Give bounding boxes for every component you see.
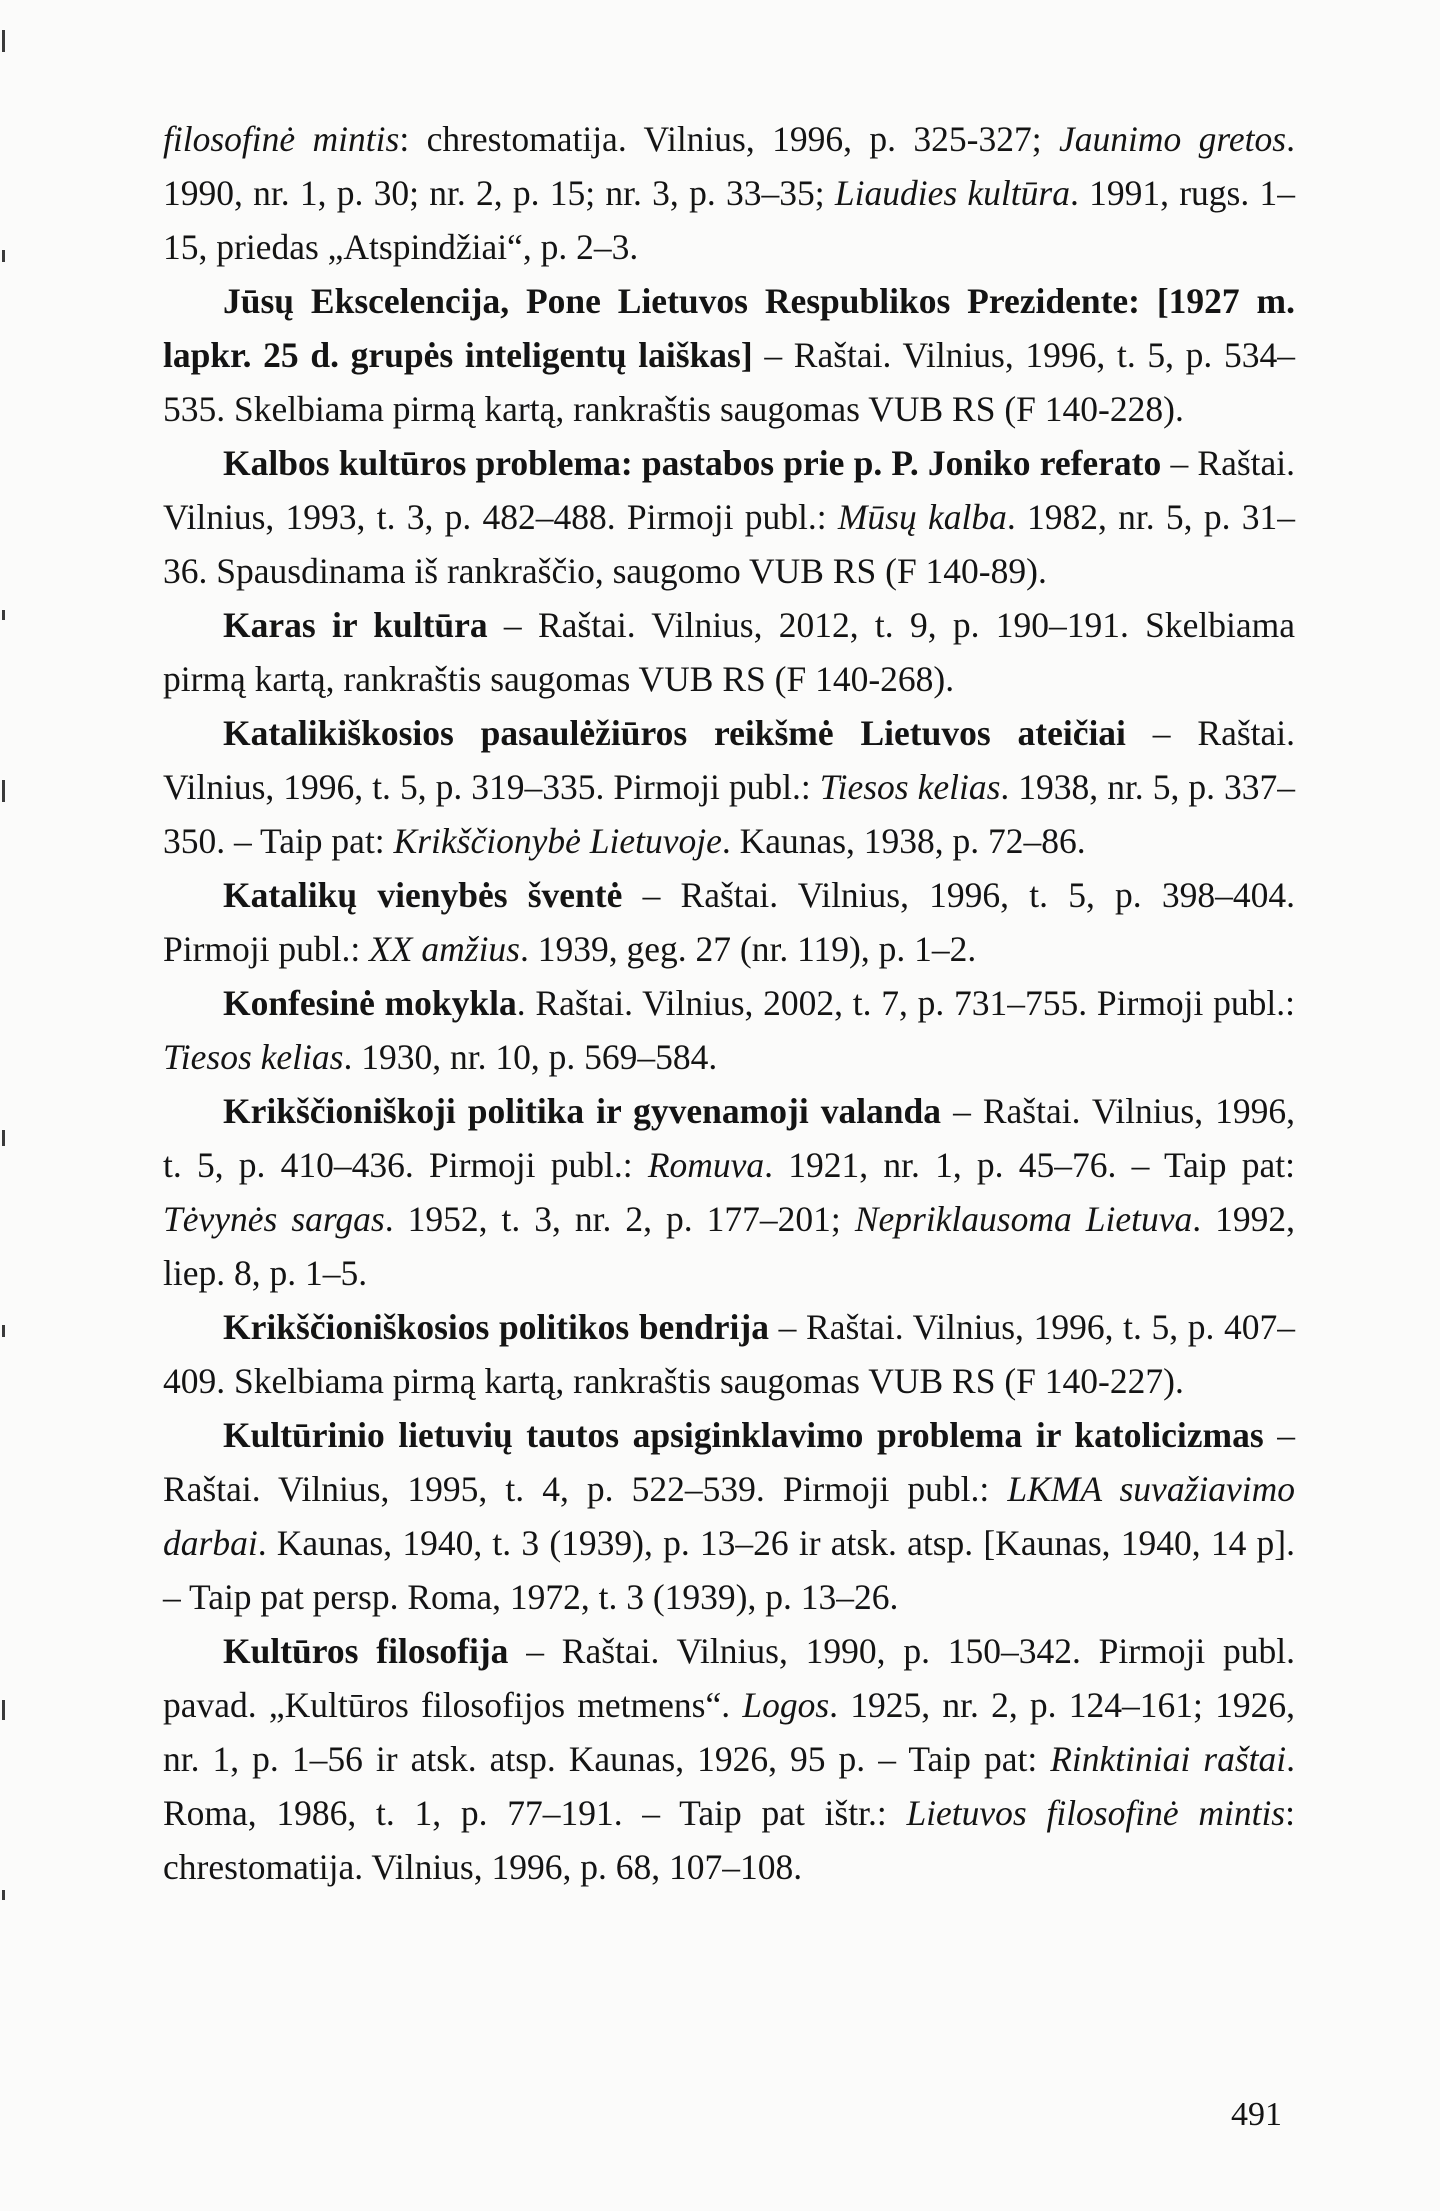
scan-margin-mark: [2, 1130, 5, 1146]
entry-text: . 1939, geg. 27 (nr. 119), p. 1–2.: [520, 929, 977, 969]
bibliography-entry: [163, 976, 1295, 1084]
entry-text: . Raštai. Vilnius, 2002, t. 7, p. 731–755. Pirmoji publ.:: [516, 983, 1296, 1023]
bibliography-entry: [163, 1084, 1295, 1300]
entry-text: . 1991, rugs. 1–15, priedas „Atspindžiai“, p. 2–3.: [163, 173, 1296, 267]
entry-text: – Raštai. Vilnius, 1996, t. 5, p. 407–409. Skelbiama pirmą kartą, rankraštis saugomas VUB RS (F 140-227).: [163, 1307, 1295, 1401]
bibliography-entry: [163, 1408, 1295, 1624]
entry-text: . 1925, nr. 2, p. 124–161; 1926, nr. 1, p. 1–56 ir atsk. atsp. Kaunas, 1926, 95 p. – Taip pat:: [163, 1685, 1296, 1779]
entry-text: – Raštai. Vilnius, 1993, t. 3, p. 482–488. Pirmoji publ.:: [163, 443, 1295, 537]
entry-text: – Raštai. Vilnius, 1996, t. 5, p. 534–535. Skelbiama pirmą kartą, rankraštis saugomas VUB RS (F 140-228).: [163, 335, 1295, 429]
entry-text: . 1938, nr. 5, p. 337–350. – Taip pat:: [163, 767, 1295, 861]
publication-title: filosofinė mintis: [163, 119, 400, 159]
entry-text: . 1982, nr. 5, p. 31–36. Spausdinama iš rankraščio, saugomo VUB RS (F 140-89).: [163, 497, 1295, 591]
bibliography-entry: [163, 706, 1295, 868]
entry-title: Krikščioniškoji politika ir gyvenamoji valanda: [223, 1091, 942, 1131]
entry-text: – Raštai. Vilnius, 1996, t. 5, p. 319–335. Pirmoji publ.:: [163, 713, 1296, 807]
publication-title: Logos: [742, 1685, 830, 1725]
entry-title: Katalikų vienybės šventė: [223, 875, 623, 915]
publication-title: Liaudies kultūra: [834, 173, 1070, 213]
entry-text: . 1990, nr. 1, p. 30; nr. 2, p. 15; nr. 3, p. 33–35;: [163, 119, 1295, 213]
entry-text: – Raštai. Vilnius, 1990, p. 150–342. Pirmoji publ. pavad. „Kultūros filosofijos metmens“.: [163, 1631, 1295, 1725]
publication-title: Rinktiniai raštai: [1050, 1739, 1287, 1779]
publication-title: Jaunimo gretos: [1059, 119, 1287, 159]
publication-title: Lietuvos filosofinė mintis: [906, 1793, 1286, 1833]
bibliography-entry: [163, 112, 1295, 274]
bibliography-entry: [163, 1300, 1295, 1408]
entry-title: Karas ir kultūra: [223, 605, 488, 645]
entry-text: . 1921, nr. 1, p. 45–76. – Taip pat:: [764, 1145, 1295, 1185]
entry-text: : chrestomatija. Vilnius, 1996, p. 68, 107–108.: [163, 1793, 1296, 1887]
entry-text: . 1952, t. 3, nr. 2, p. 177–201;: [384, 1199, 855, 1239]
entry-text: . Kaunas, 1938, p. 72–86.: [721, 821, 1086, 861]
publication-title: Nepriklausoma Lietuva: [854, 1199, 1193, 1239]
scan-margin-mark: [2, 780, 5, 802]
entry-title: Kultūrinio lietuvių tautos apsiginklavimo problema ir katolicizmas: [223, 1415, 1264, 1455]
bibliography-entry: [163, 436, 1295, 598]
entry-text: . 1930, nr. 10, p. 569–584.: [343, 1037, 718, 1077]
entry-text: – Raštai. Vilnius, 1996, t. 5, p. 398–404. Pirmoji publ.:: [163, 875, 1295, 969]
bibliography-entry: [163, 598, 1295, 706]
publication-title: Krikščionybė Lietuvoje: [393, 821, 722, 861]
scan-margin-mark: [2, 1325, 5, 1337]
entry-title: Jūsų Ekscelencija, Pone Lietuvos Respublikos Prezidente: [1927 m. lapkr. 25 d. grupės inteligentų laiškas]: [163, 281, 1295, 375]
publication-title: Mūsų kalba: [837, 497, 1007, 537]
entry-text: . Roma, 1986, t. 1, p. 77–191. – Taip pat ištr.:: [163, 1739, 1295, 1833]
entry-text: – Raštai. Vilnius, 2012, t. 9, p. 190–191. Skelbiama pirmą kartą, rankraštis saugomas VUB RS (F 140-268).: [163, 605, 1296, 699]
publication-title: Tiesos kelias: [163, 1037, 344, 1077]
entry-text: : chrestomatija. Vilnius, 1996, p. 325-327;: [399, 119, 1060, 159]
entry-title: Kalbos kultūros problema: pastabos prie p. P. Joniko referato: [223, 443, 1162, 483]
entry-title: Katalikiškosios pasaulėžiūros reikšmė Lietuvos ateičiai: [223, 713, 1126, 753]
publication-title: Tiesos kelias: [819, 767, 1001, 807]
bibliography-entry: [163, 1624, 1295, 1894]
scan-margin-mark: [2, 1890, 5, 1900]
publication-title: XX amžius: [369, 929, 520, 969]
bibliography-text: [163, 112, 1295, 1894]
entry-text: – Raštai. Vilnius, 1996, t. 5, p. 410–436. Pirmoji publ.:: [163, 1091, 1295, 1185]
scan-margin-mark: [2, 1700, 5, 1720]
entry-text: . Kaunas, 1940, t. 3 (1939), p. 13–26 ir atsk. atsp. [Kaunas, 1940, 14 p]. – Taip pat persp. Roma, 1972, t. 3 (1939), p. 13–26.: [163, 1523, 1295, 1617]
bibliography-entry: [163, 274, 1295, 436]
publication-title: LKMA suvažiavimo darbai: [163, 1469, 1296, 1563]
publication-title: Romuva: [647, 1145, 765, 1185]
page-number: 491: [1231, 2096, 1282, 2133]
entry-text: . 1992, liep. 8, p. 1–5.: [163, 1199, 1296, 1293]
entry-title: Konfesinė mokykla: [223, 983, 517, 1023]
entry-text: – Raštai. Vilnius, 1995, t. 4, p. 522–539. Pirmoji publ.:: [163, 1415, 1296, 1509]
bibliography-entry: [163, 868, 1295, 976]
scan-margin-mark: [2, 610, 5, 620]
scan-margin-mark: [2, 30, 5, 52]
entry-title: Kultūros filosofija: [223, 1631, 509, 1671]
entry-title: Krikščioniškosios politikos bendrija: [223, 1307, 769, 1347]
scan-margin-mark: [2, 250, 5, 262]
publication-title: Tėvynės sargas: [163, 1199, 385, 1239]
